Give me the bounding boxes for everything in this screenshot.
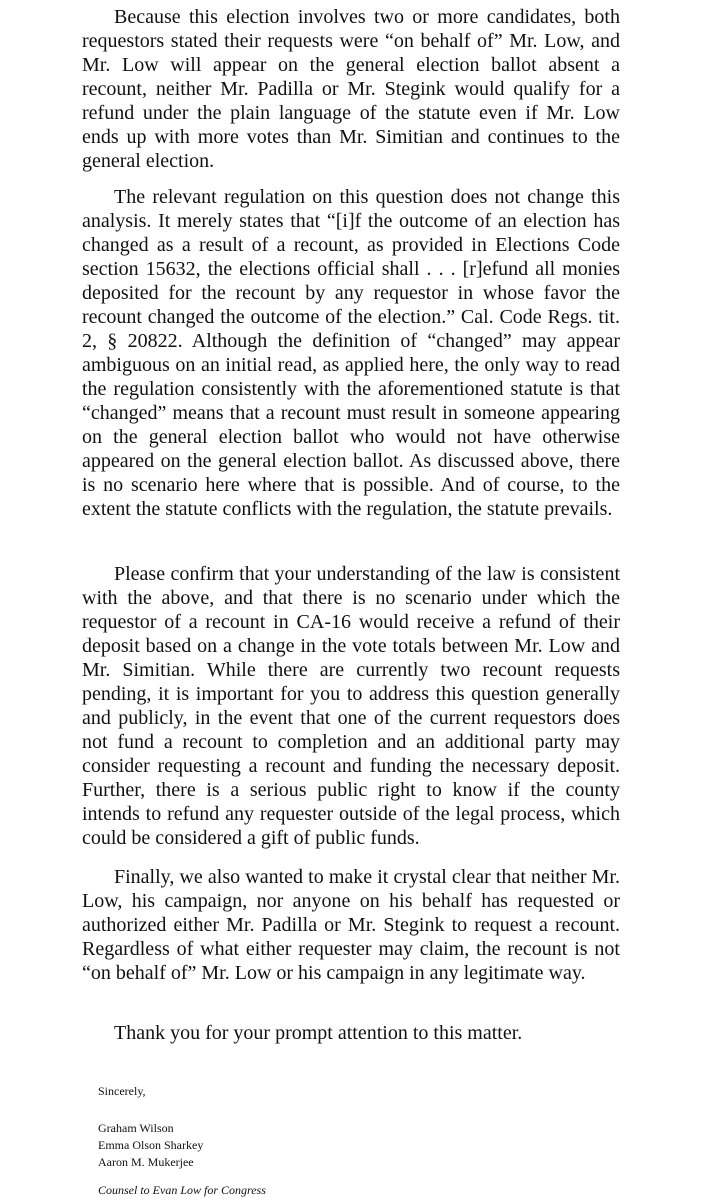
signatory-name: Aaron M. Mukerjee [98, 1155, 194, 1169]
paragraph-regulation-analysis: The relevant regulation on this question does not change this analysis. It merely states that “[i]f the outcome of an election has changed as a result of a recount, as provided in Elections Code section 15632, the elections official shall . . . [r]efund all monies deposited for the recount by any requestor in whose favor the recount changed the outcome of the election.” Cal. Code Regs. tit. 2, § 20822. Although the definition of “changed” may appear ambiguous on an initial read, as applied here, the only way to read the regulation consistently with the aforementioned statute is that “changed” means that a recount must result in someone appearing on the general election ballot who would not have otherwise appeared on the general election ballot. As discussed above, there is no scenario here where that is possible. And of course, to the extent the statute conflicts with the regulation, the statute prevails. [82, 186, 620, 520]
signatory-role: Counsel to Evan Low for Congress [98, 1183, 266, 1197]
paragraph-confirmation-request: Please confirm that your understanding of the law is consistent with the above, and that there is no scenario under which the requestor of a recount in CA-16 would receive a refund of their deposit based on a change in the vote totals between Mr. Low and Mr. Simitian. While there are currently two recount requests pending, it is important for you to address this question generally and publicly, in the event that one of the current requestors does not fund a recount to completion and an additional party may consider requesting a recount and funding the necessary deposit. Further, there is a serious public right to know if the county intends to refund any requester outside of the legal process, which could be considered a gift of public funds. [82, 563, 620, 849]
paragraph-disclaimer: Finally, we also wanted to make it crystal clear that neither Mr. Low, his campaign, nor anyone on his behalf has requested or authorized either Mr. Padilla or Mr. Stegink to request a recount. Regardless of what either requester may claim, the recount is not “on behalf of” Mr. Low or his campaign in any legitimate way. [82, 866, 620, 984]
closing-salutation: Sincerely, [98, 1084, 146, 1098]
signatory-name: Emma Olson Sharkey [98, 1138, 204, 1152]
signatory-name: Graham Wilson [98, 1121, 174, 1135]
paragraph-refund-eligibility: Because this election involves two or more candidates, both requestors stated their requests were “on behalf of” Mr. Low, and Mr. Low will appear on the general election ballot absent a recount, neither Mr. Padilla or Mr. Stegink would qualify for a refund under the plain language of the statute even if Mr. Low ends up with more votes than Mr. Simitian and continues to the general election. [82, 6, 620, 172]
paragraph-thank-you: Thank you for your prompt attention to this matter. [114, 1022, 523, 1044]
